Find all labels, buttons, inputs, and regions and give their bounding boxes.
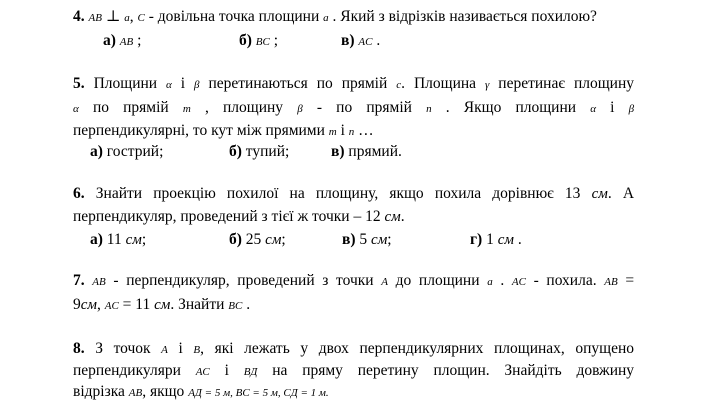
question-number: 5. [73,75,85,92]
unit: см [384,209,401,225]
text: = [625,272,635,289]
text: = 11 [122,296,151,313]
option-value: AB [119,36,134,48]
text: перетинаються по прямій [208,75,388,92]
option-label: а) [103,32,116,49]
question-5-line-3 [73,122,374,141]
math-gamma: γ [485,79,490,91]
text: на пряму перетину площин. Знайдіть довжину [272,362,635,379]
text: відрізка [73,383,125,400]
option-b [229,143,289,161]
option-label: б) [229,231,242,248]
question-6-line-1 [73,185,634,203]
ellipsis: … [358,122,374,139]
unit: см [80,297,97,313]
text: - по прямій [316,99,412,116]
math-alpha: α [73,103,79,115]
question-7-line-1 [73,272,634,291]
option-a [90,231,146,249]
question-8-line-2 [73,362,634,381]
text: перпендикуляри [73,362,181,379]
math-ac: AC [511,276,526,288]
question-7-line-2 [73,296,250,315]
question-6-line-2 [73,208,405,226]
option-value: тупий; [245,143,290,160]
question-number: 7. [73,272,85,289]
text: . [400,208,405,225]
text: перпендикуляр, проведений з тієї ж точки – 12 [73,208,381,225]
option-b [239,32,278,51]
math-ab: AB [128,387,143,399]
option-tail: ; [387,231,392,248]
option-label: б) [229,143,242,160]
text: . Якщо площини [445,99,577,116]
text: по прямій [92,99,169,116]
option-tail: ; [137,32,142,49]
unit: см [591,186,608,202]
text: перетинає площину [498,75,635,92]
math-a2: a [323,12,329,24]
comma: , [96,296,101,313]
question-text: - довільна точка площини [148,8,320,25]
option-label: а) [90,231,103,248]
option-unit: см [497,232,514,248]
text: . А [607,185,635,202]
option-value: 5 [359,231,368,248]
math-m: m [328,126,337,138]
math-a: a [124,12,130,24]
option-label: в) [341,32,355,49]
question-4-text [73,8,597,27]
option-value: 25 [245,231,262,248]
math-n: n [426,103,432,115]
math-ac: AC [195,366,210,378]
text: , які лежать у двох перпендикулярних площинах, опущено [200,340,635,357]
unit: см [154,297,171,313]
math-B: B [193,344,201,356]
option-value: 11 [106,231,122,248]
math-bd: BД [243,366,258,378]
math-alpha: α [590,103,597,115]
text: . Знайти [170,296,225,313]
question-number: 4. [73,8,85,25]
option-c [341,32,380,51]
option-b [229,231,286,249]
question-number: 6. [73,185,85,202]
question-5-line-1 [73,75,634,94]
text: . Площина [401,75,477,92]
option-tail: . [517,231,522,248]
option-label: в) [342,231,356,248]
text: і [224,362,229,379]
text: і [180,75,186,92]
question-number: 8. [73,340,85,357]
text: до площини [395,272,480,289]
math-ad-value: AД = 5 м [188,387,231,399]
math-c: c [396,79,402,91]
text: і [178,340,183,357]
option-unit: см [371,232,388,248]
question-5-line-2 [73,99,634,118]
math-alpha: α [166,79,172,91]
text: - похила. [533,272,597,289]
math-A: A [161,344,168,356]
text: і [340,122,345,139]
math-ac: AC [104,300,119,312]
option-value: BC [255,36,270,48]
text: . [246,296,251,313]
math-bc-cd-values: , BC = 5 м, CД = 1 м. [230,387,329,399]
text: і [610,99,615,116]
option-c [342,231,392,249]
option-a [90,143,163,161]
text: Знайти проекцію похилої на площину, якщо похила дорівнює 13 [95,185,581,202]
text: перпендикулярні, то кут між прямими [73,122,325,139]
text: Площини [93,75,158,92]
option-tail: ; [141,231,147,248]
option-unit: см [125,232,142,248]
text: 9 [73,296,81,313]
option-label: б) [239,32,252,49]
text: - перпендикуляр, проведений з точки [113,272,374,289]
math-beta: β [628,103,635,115]
option-value: гострий; [106,143,164,160]
text: З точок [95,340,151,357]
text: . [500,272,505,289]
option-unit: см [265,232,282,248]
option-label: г) [470,231,483,248]
perp-symbol: ⊥ [105,8,121,25]
text: , площину [204,99,284,116]
option-a [103,32,141,51]
math-bc: BC [228,300,243,312]
option-value: прямий. [348,143,402,160]
math-ab: AB [604,276,618,288]
math-ab: AB [88,12,102,24]
math-m: m [182,103,191,115]
option-tail: ; [281,231,286,248]
math-n: n [348,126,355,138]
option-d [470,231,522,249]
math-A: A [381,276,388,288]
question-text-2: . Який з відрізків називається похилою? [332,8,597,25]
math-beta: β [194,79,200,91]
option-c [331,143,402,161]
option-label: в) [331,143,345,160]
option-value: AC [358,36,373,48]
math-c: C [137,12,145,24]
text: , якщо [142,383,185,400]
option-value: 1 [486,231,494,248]
comma: , [129,8,134,25]
math-beta: β [297,103,303,115]
question-8-line-3 [73,383,329,402]
math-ab: AB [92,276,106,288]
option-tail: ; [273,32,279,49]
option-label: а) [90,143,103,160]
question-8-line-1 [73,340,634,359]
math-a: a [487,276,493,288]
option-tail: . [376,32,381,49]
